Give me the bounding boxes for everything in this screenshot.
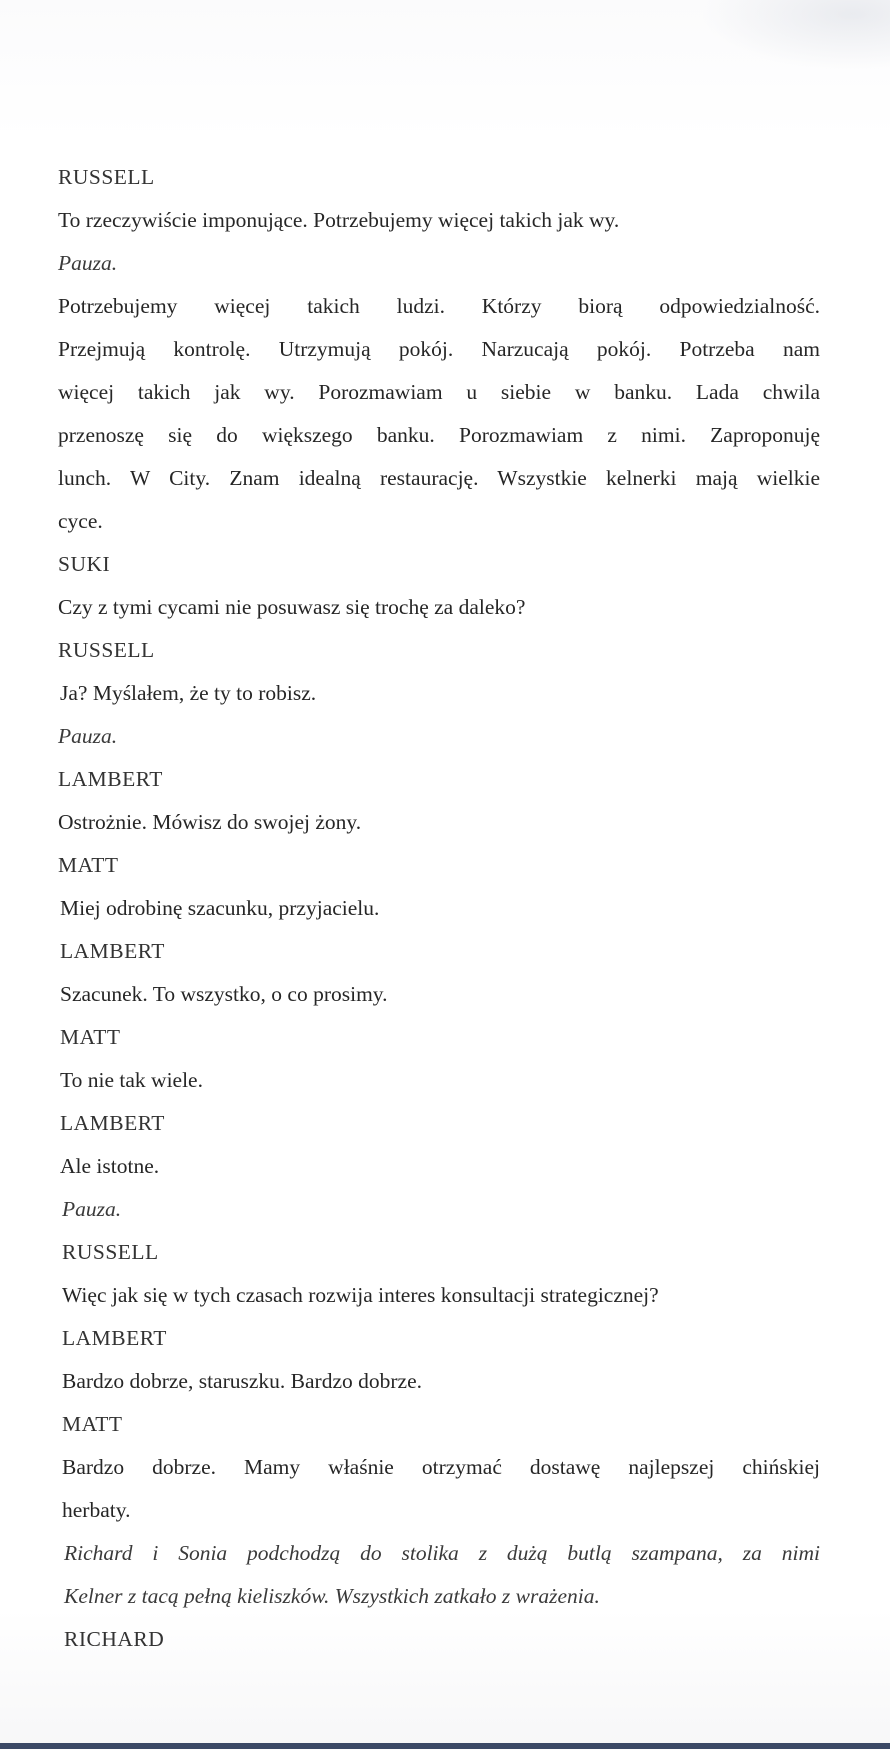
dialogue-line: przenoszę się do większego banku. Porozmawiam z nimi. Zaproponuję	[58, 423, 820, 447]
dialogue-line: Bardzo dobrze. Mamy właśnie otrzymać dostawę najlepszej chińskiej	[62, 1455, 820, 1479]
speaker-name: LAMBERT	[58, 767, 163, 791]
stage-direction: Pauza.	[58, 724, 118, 748]
dialogue-line: Bardzo dobrze, staruszku. Bardzo dobrze.	[62, 1369, 422, 1393]
dialogue-line: Przejmują kontrolę. Utrzymują pokój. Narzucają pokój. Potrzeba nam	[58, 337, 820, 361]
script-text	[58, 156, 820, 1661]
stage-direction: Pauza.	[62, 1197, 122, 1221]
scan-edge-bottom	[0, 1743, 890, 1749]
speaker-name: MATT	[58, 853, 119, 877]
dialogue-line: Czy z tymi cycami nie posuwasz się trochę za daleko?	[58, 595, 526, 619]
dialogue-line: To rzeczywiście imponujące. Potrzebujemy więcej takich jak wy.	[58, 208, 620, 232]
dialogue-line: To nie tak wiele.	[60, 1068, 203, 1092]
dialogue-line: herbaty.	[62, 1498, 131, 1522]
stage-direction: Richard i Sonia podchodzą do stolika z dużą butlą szampana, za nimi	[64, 1541, 820, 1565]
speaker-name: RUSSELL	[58, 638, 155, 662]
speaker-name: LAMBERT	[60, 939, 165, 963]
dialogue-line: Miej odrobinę szacunku, przyjacielu.	[60, 896, 380, 920]
dialogue-line: Szacunek. To wszystko, o co prosimy.	[60, 982, 388, 1006]
speaker-name: MATT	[62, 1412, 123, 1436]
dialogue-line: lunch. W City. Znam idealną restaurację. Wszystkie kelnerki mają wielkie	[58, 466, 820, 490]
stage-direction: Pauza.	[58, 251, 118, 275]
scan-shadow-top	[700, 0, 890, 70]
dialogue-line: Potrzebujemy więcej takich ludzi. Którzy biorą odpowiedzialność.	[58, 294, 820, 318]
dialogue-line: Ale istotne.	[60, 1154, 160, 1178]
dialogue-line: cyce.	[58, 509, 103, 533]
speaker-name: RUSSELL	[62, 1240, 159, 1264]
dialogue-line: Więc jak się w tych czasach rozwija interes konsultacji strategicznej?	[62, 1283, 659, 1307]
dialogue-line: Ostrożnie. Mówisz do swojej żony.	[58, 810, 362, 834]
speaker-name: LAMBERT	[60, 1111, 165, 1135]
stage-direction: Kelner z tacą pełną kieliszków. Wszystkich zatkało z wrażenia.	[64, 1584, 600, 1608]
dialogue-line: więcej takich jak wy. Porozmawiam u siebie w banku. Lada chwila	[58, 380, 820, 404]
speaker-name: RUSSELL	[58, 165, 155, 189]
speaker-name: RICHARD	[64, 1627, 165, 1651]
dialogue-line: Ja? Myślałem, że ty to robisz.	[60, 681, 317, 705]
speaker-name: MATT	[60, 1025, 121, 1049]
speaker-name: SUKI	[58, 552, 111, 576]
speaker-name: LAMBERT	[62, 1326, 167, 1350]
